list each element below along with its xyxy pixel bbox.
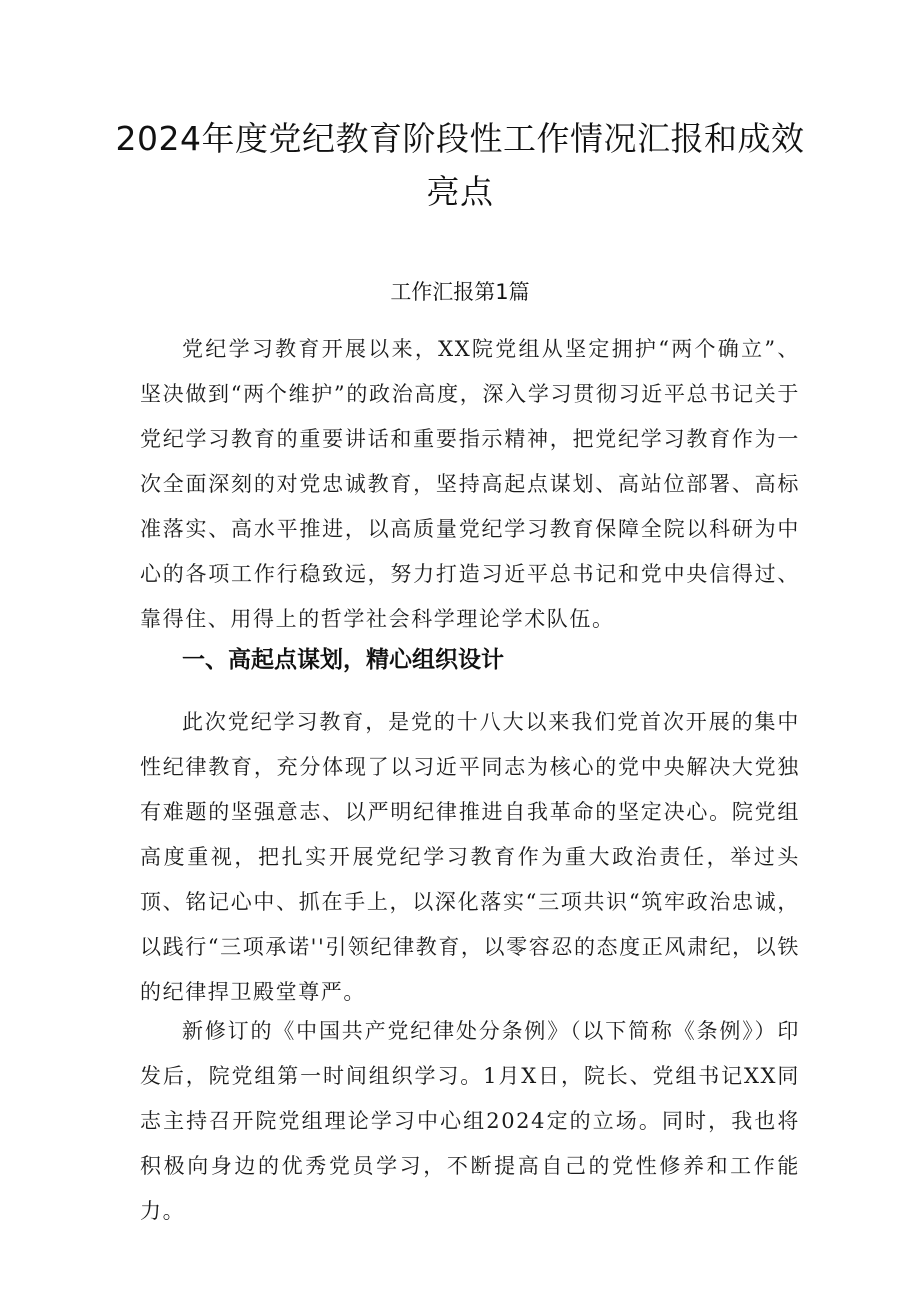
document-subtitle: 工作汇报第1篇: [390, 280, 530, 304]
section-heading-1: 一、高起点谋划，精心组织设计: [182, 647, 504, 673]
document-title: 2024年度党纪教育阶段性工作情况汇报和成效亮点: [115, 119, 805, 211]
paragraph-regulation: 新修订的《中国共产党纪律处分条例》（以下简称《条例》）印发后，院党组第一时间组织学习。1月X日，院长、党组书记XX同志主持召开院党组理论学习中心组2024定的立场。同时，我也将积极向身边的优秀党员学习，不断提高自己的党性修养和工作能力。: [140, 1019, 800, 1223]
paragraph-section-1: 此次党纪学习教育，是党的十八大以来我们党首次开展的集中性纪律教育，充分体现了以习近平同志为核心的党中央解决大党独有难题的坚强意志、以严明纪律推进自我革命的坚定决心。院党组高度重视，把扎实开展党纪学习教育作为重大政治责任，举过头顶、铭记心中、抓在手上，以深化落实“三项共识“筑牢政治忠诚，以践行“三项承诺''引领纪律教育，以零容忍的态度正风肃纪，以铁的纪律捍卫殿堂尊严。: [140, 710, 800, 1004]
paragraph-intro: 党纪学习教育开展以来，XX院党组从坚定拥护“两个确立”、坚决做到“两个维护”的政治高度，深入学习贯彻习近平总书记关于党纪学习教育的重要讲话和重要指示精神，把党纪学习教育作为一次全面深刻的对党忠诚教育，坚持高起点谋划、高站位部署、高标准落实、高水平推进，以高质量党纪学习教育保障全院以科研为中心的各项工作行稳致远，努力打造习近平总书记和党中央信得过、靠得住、用得上的哲学社会科学理论学术队伍。: [140, 337, 800, 631]
